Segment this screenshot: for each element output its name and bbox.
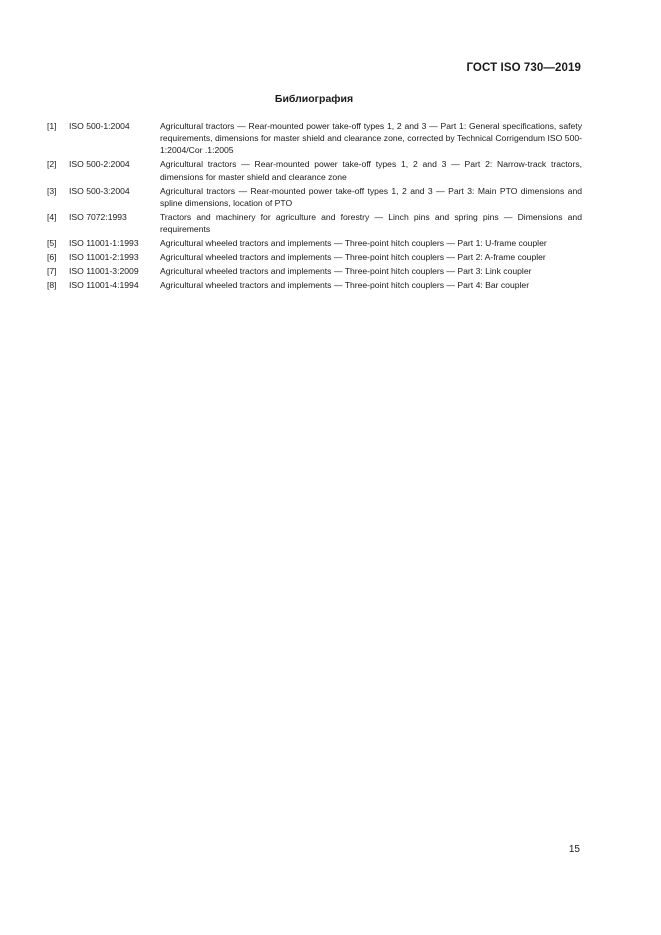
bibliography-entry [47,237,582,249]
entry-standard-code: ISO 11001-1:1993 [69,238,139,249]
bibliography-entry [47,120,582,157]
entry-number: [6] [47,252,57,263]
entry-standard-code: ISO 500-1:2004 [69,121,130,131]
bibliography-heading: Библиография [274,93,354,105]
entry-title: Agricultural wheeled tractors and implements — Three-point hitch couplers — Part 2: A-frame coupler [160,252,546,263]
bibliography-entry [47,279,582,291]
entry-standard-code: ISO 11001-3:2009 [69,266,139,277]
entry-standard-code: ISO 11001-2:1993 [69,252,139,263]
entry-standard-code: ISO 500-2:2004 [69,159,130,170]
entry-title: Agricultural tractors — Rear-mounted power take-off types 1, 2 and 3 — Part 2: Narrow-track tractors, dimensions for master shield and clearance zone [160,159,582,182]
bibliography-entry [47,251,582,263]
entry-standard-code: ISO 500-3:2004 [69,185,130,196]
entry-number: [8] [47,280,57,291]
bibliography-list [47,120,582,293]
entry-title: Agricultural tractors — Rear-mounted power take-off types 1, 2 and 3 — Part 3: Main PTO dimensions and spline dimensions, location of PTO [160,185,582,208]
bibliography-entry [47,211,582,235]
entry-number: [3] [47,185,57,196]
entry-number: [7] [47,266,57,277]
entry-standard-code: ISO 7072:1993 [69,211,127,222]
document-code: ГОСТ ISO 730—2019 [466,62,581,74]
entry-title: Agricultural wheeled tractors and implements — Three-point hitch couplers — Part 1: U-frame coupler [160,238,547,249]
entry-title: Agricultural wheeled tractors and implements — Three-point hitch couplers — Part 3: Link coupler [160,266,532,277]
entry-number: [2] [47,159,57,170]
entry-number: [5] [47,238,57,249]
entry-number: [1] [47,121,57,131]
entry-title: Agricultural wheeled tractors and implements — Three-point hitch couplers — Part 4: Bar coupler [160,280,530,291]
entry-title: Tractors and machinery for agriculture and forestry — Linch pins and spring pins — Dimensions and requirements [160,211,582,235]
bibliography-entry [47,185,582,209]
bibliography-entry [47,265,582,277]
entry-standard-code: ISO 11001-4:1994 [69,280,139,291]
entry-number: [4] [47,211,57,222]
bibliography-entry [47,158,582,182]
entry-title: Agricultural tractors — Rear-mounted power take-off types 1, 2 and 3 — Part 1: General specifications, safety requirements, dimensions for master shield and clearance zone, corrected by Technical Corrigendum ISO 500-1:2004/Cor .1:2005 [160,121,582,156]
page-number: 15 [568,844,580,855]
